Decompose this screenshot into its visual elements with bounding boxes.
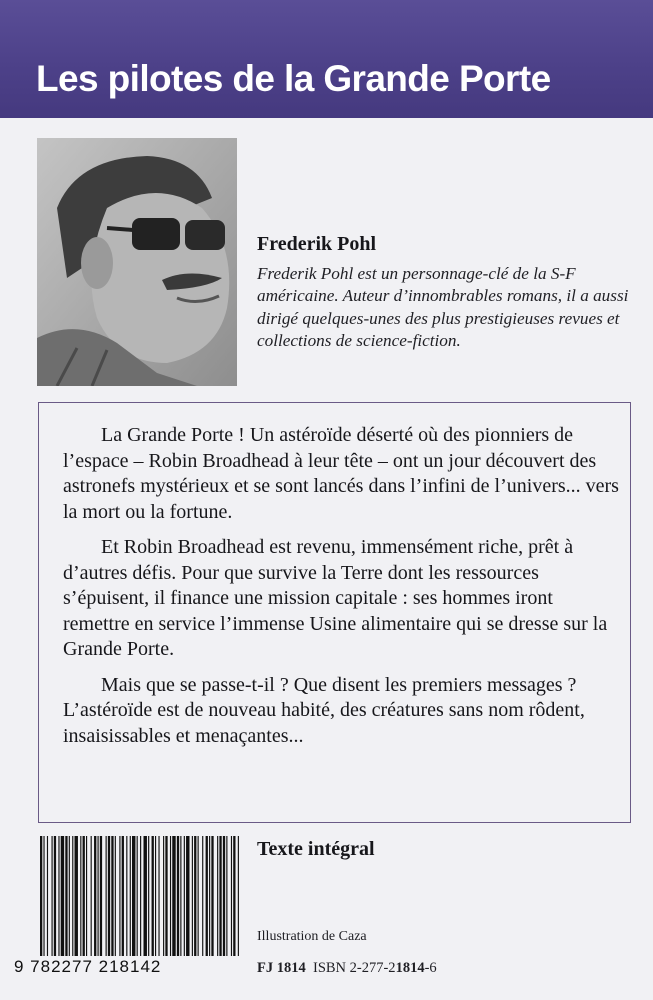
barcode-bar — [226, 836, 227, 956]
barcode-bar — [80, 836, 81, 956]
barcode-bar — [119, 836, 120, 956]
author-photo — [37, 138, 237, 386]
synopsis-paragraph-2: Et Robin Broadhead est revenu, immensément riche, prêt à d’autres défis. Pour que survive la Terre dont les ressources s’épuisent, il finance une mission capitale : ses hommes iront remettre en service l’immense Usine alimentaire qui se dresse sur la Grande Porte. — [63, 536, 608, 660]
barcode-bar — [219, 836, 221, 956]
barcode-bar — [65, 836, 67, 956]
barcode-bar — [184, 836, 185, 956]
barcode-bar — [194, 836, 196, 956]
isbn-suffix: -6 — [424, 960, 437, 976]
barcode-bar — [192, 836, 193, 956]
barcode-bar — [43, 836, 44, 956]
barcode-bar — [75, 836, 78, 956]
barcode-bar — [198, 836, 199, 956]
barcode-bar — [52, 836, 53, 956]
isbn-bold: 1814 — [395, 960, 425, 976]
barcode-bar — [40, 836, 42, 956]
barcode-bar — [206, 836, 208, 956]
barcode-digits: 9 782277 218142 — [14, 957, 162, 976]
barcode-bar — [83, 836, 85, 956]
barcode-bar — [54, 836, 56, 956]
isbn-prefix: ISBN 2-277-2 — [312, 960, 396, 976]
book-title: Les pilotes de la Grande Porte — [36, 58, 551, 99]
barcode-bar — [155, 836, 156, 956]
synopsis-box — [38, 402, 631, 823]
barcode-bar — [47, 836, 48, 956]
barcode-bar — [180, 836, 181, 956]
barcode-bar — [163, 836, 164, 956]
barcode-bar — [238, 836, 239, 956]
barcode-bar — [148, 836, 149, 956]
barcode-bar — [61, 836, 64, 956]
barcode-bar — [72, 836, 73, 956]
series-code: FJ 1814 — [257, 960, 306, 976]
illustration-credit: Illustration de Caza — [257, 929, 367, 944]
barcode-bar — [144, 836, 147, 956]
barcode-bar — [69, 836, 70, 956]
barcode-bar — [170, 836, 171, 956]
barcode — [40, 836, 240, 976]
barcode-bar — [130, 836, 131, 956]
barcode-bar — [137, 836, 138, 956]
barcode-bar — [111, 836, 113, 956]
barcode-bar — [223, 836, 225, 956]
barcode-bar — [177, 836, 179, 956]
barcode-bar — [126, 836, 127, 956]
barcode-bar — [132, 836, 135, 956]
barcode-bar — [86, 836, 87, 956]
barcode-bar — [140, 836, 141, 956]
title-banner — [0, 0, 653, 118]
barcode-bar — [172, 836, 175, 956]
barcode-bar — [58, 836, 59, 956]
author-name: Frederik Pohl — [257, 233, 377, 255]
barcode-bar — [152, 836, 154, 956]
synopsis-paragraph-1: La Grande Porte ! Un astéroïde déserté où des pionniers de l’espace – Robin Broadhead à leur tête – ont un jour découvert des astronefs mystérieux et se sont lancés dans l’infini de l’univers... vers la mort ou la fortune. — [63, 424, 619, 523]
author-bio: Frederik Pohl est un personnage-clé de la S-F américaine. Auteur d’innombrables romans, il a aussi dirigé quelques-unes des plus prestigieuses revues et collections de science-fiction. — [257, 264, 629, 350]
barcode-bar — [231, 836, 232, 956]
barcode-bar — [91, 836, 92, 956]
barcode-bar — [217, 836, 218, 956]
barcode-bar — [202, 836, 203, 956]
barcode-bar — [106, 836, 107, 956]
texte-integral-label: Texte intégral — [257, 838, 375, 860]
isbn-line — [257, 960, 437, 977]
author-portrait-photo — [37, 138, 237, 386]
barcode-bar — [115, 836, 116, 956]
barcode-bar — [211, 836, 213, 956]
barcode-bar — [94, 836, 96, 956]
synopsis-paragraph-3: Mais que se passe-t-il ? Que disent les premiers messages ? L’astéroïde est de nouveau habité, des créatures sans nom rôdent, insaisissables et menaçantes... — [63, 673, 585, 747]
barcode-bar — [209, 836, 210, 956]
barcode-bar — [158, 836, 159, 956]
barcode-bar — [100, 836, 102, 956]
barcode-bar — [108, 836, 110, 956]
barcode-bar — [165, 836, 167, 956]
barcode-bar — [233, 836, 235, 956]
barcode-bar — [186, 836, 189, 956]
barcode-bar — [98, 836, 99, 956]
barcode-bar — [122, 836, 124, 956]
